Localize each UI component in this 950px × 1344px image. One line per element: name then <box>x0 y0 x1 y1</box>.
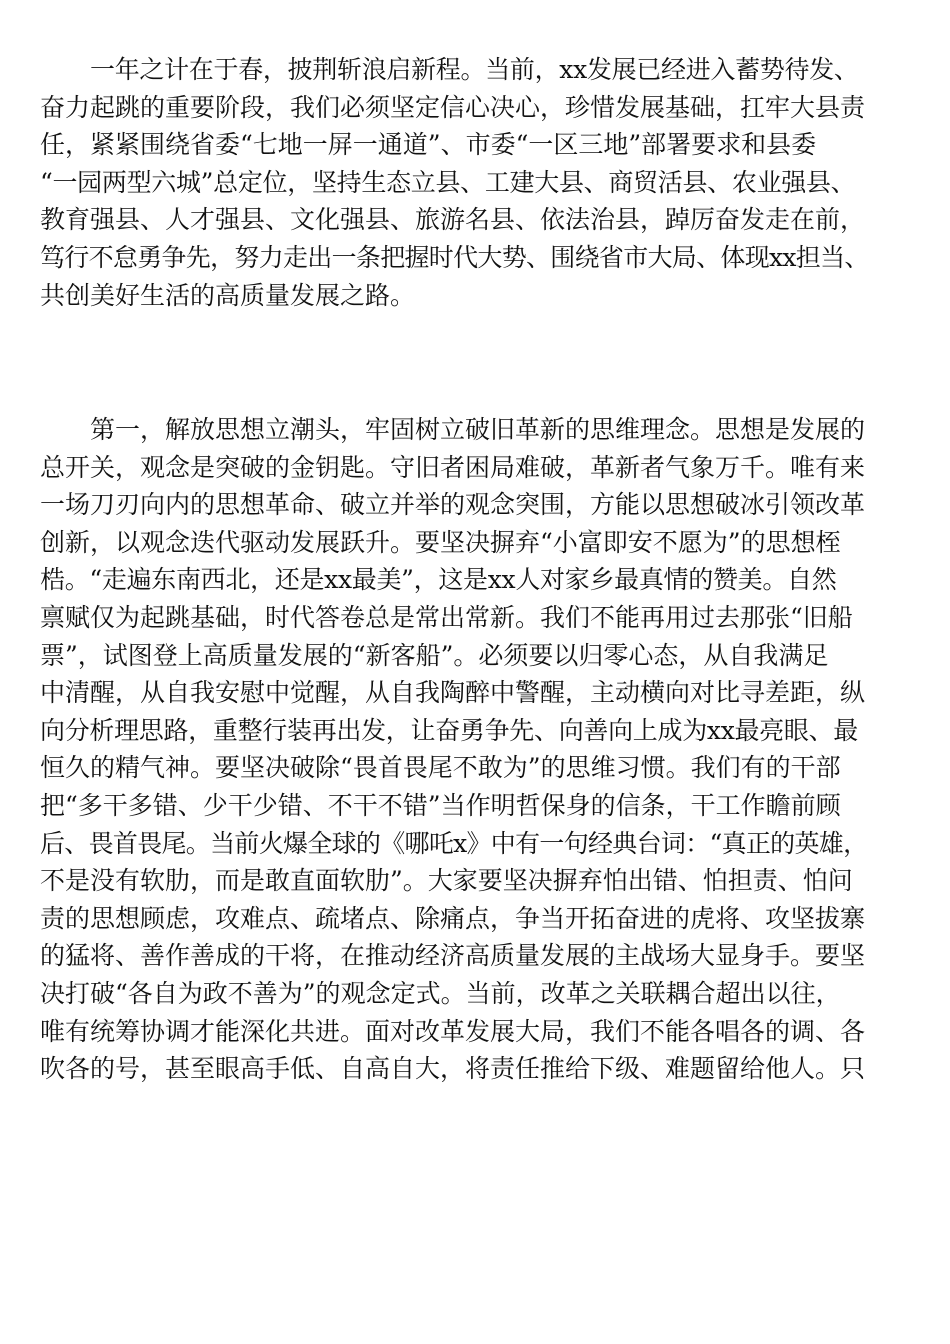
text-line: 总开关，观念是突破的金钥匙。守旧者困局难破，革新者气象万千。唯有来 <box>40 452 866 482</box>
text-line: 责的思想顾虑，攻难点、疏堵点、除痛点，争当开拓奋进的虎将、攻坚拔寨 <box>40 903 866 933</box>
text-line: 教育强县、人才强县、文化强县、旅游名县、依法治县，踔厉奋发走在前， <box>40 205 866 235</box>
paragraph-intro <box>40 51 920 314</box>
text-line: 笃行不怠勇争先，努力走出一条把握时代大势、围绕省市大局、体现xx担当、 <box>40 242 869 272</box>
text-line: 第一，解放思想立潮头，牢固树立破旧革新的思维理念。思想是发展的 <box>90 415 866 444</box>
text-line: 共创美好生活的高质量发展之路。 <box>40 280 416 310</box>
text-line: 的猛将、善作善成的干将，在推动经济高质量发展的主战场大显身手。要坚 <box>40 941 866 971</box>
text-line: 奋力起跳的重要阶段，我们必须坚定信心决心，珍惜发展基础，扛牢大县责 <box>40 92 866 122</box>
text-line: 恒久的精气神。要坚决破除“畏首畏尾不敢为”的思维习惯。我们有的干部 <box>40 753 841 783</box>
text-line: 决打破“各自为政不善为”的观念定式。当前，改革之关联耦合超出以往， <box>40 978 841 1008</box>
text-line: 吹各的号，甚至眼高手低、自高自大，将责任推给下级、难题留给他人。只 <box>40 1054 866 1084</box>
text-line: 票”，试图登上高质量发展的“新客船”。必须要以归零心态，从自我满足 <box>40 640 829 670</box>
paragraph-section-one <box>40 411 920 1088</box>
text-line: “一园两型六城”总定位，坚持生态立县、工建大县、商贸活县、农业强县、 <box>40 167 856 197</box>
text-line: 中清醒，从自我安慰中觉醒，从自我陶醉中警醒，主动横向对比寻差距，纵 <box>40 678 866 708</box>
text-line: 禀赋仅为起跳基础，时代答卷总是常出常新。我们不能再用过去那张“旧船 <box>40 602 853 632</box>
text-line: 创新，以观念迭代驱动发展跃升。要坚决摒弃“小富即安不愿为”的思想桎 <box>40 527 841 557</box>
text-line: 后、畏首畏尾。当前火爆全球的《哪吒x》中有一句经典台词：“真正的英雄， <box>40 828 868 858</box>
text-line: 任，紧紧围绕省委“七地一屏一通道”、市委“一区三地”部署要求和县委 <box>40 130 817 160</box>
text-line: 梏。“走遍东南西北，还是xx最美”，这是xx人对家乡最真情的赞美。自然 <box>40 565 837 595</box>
text-line: 一年之计在于春，披荆斩浪启新程。当前，xx发展已经进入蓄势待发、 <box>90 55 859 84</box>
text-line: 一场刀刃向内的思想革命、破立并举的观念突围，方能以思想破冰引领改革 <box>40 490 866 520</box>
text-line: 把“多干多错、少干少错、不干不错”当作明哲保身的信条，干工作瞻前顾 <box>40 790 841 820</box>
text-line: 不是没有软肋，而是敢直面软肋”。大家要坚决摒弃怕出错、怕担责、怕问 <box>40 866 853 896</box>
text-line: 唯有统筹协调才能深化共进。面对改革发展大局，我们不能各唱各的调、各 <box>40 1016 866 1046</box>
text-line: 向分析理思路，重整行装再出发，让奋勇争先、向善向上成为xx最亮眼、最 <box>40 715 859 745</box>
